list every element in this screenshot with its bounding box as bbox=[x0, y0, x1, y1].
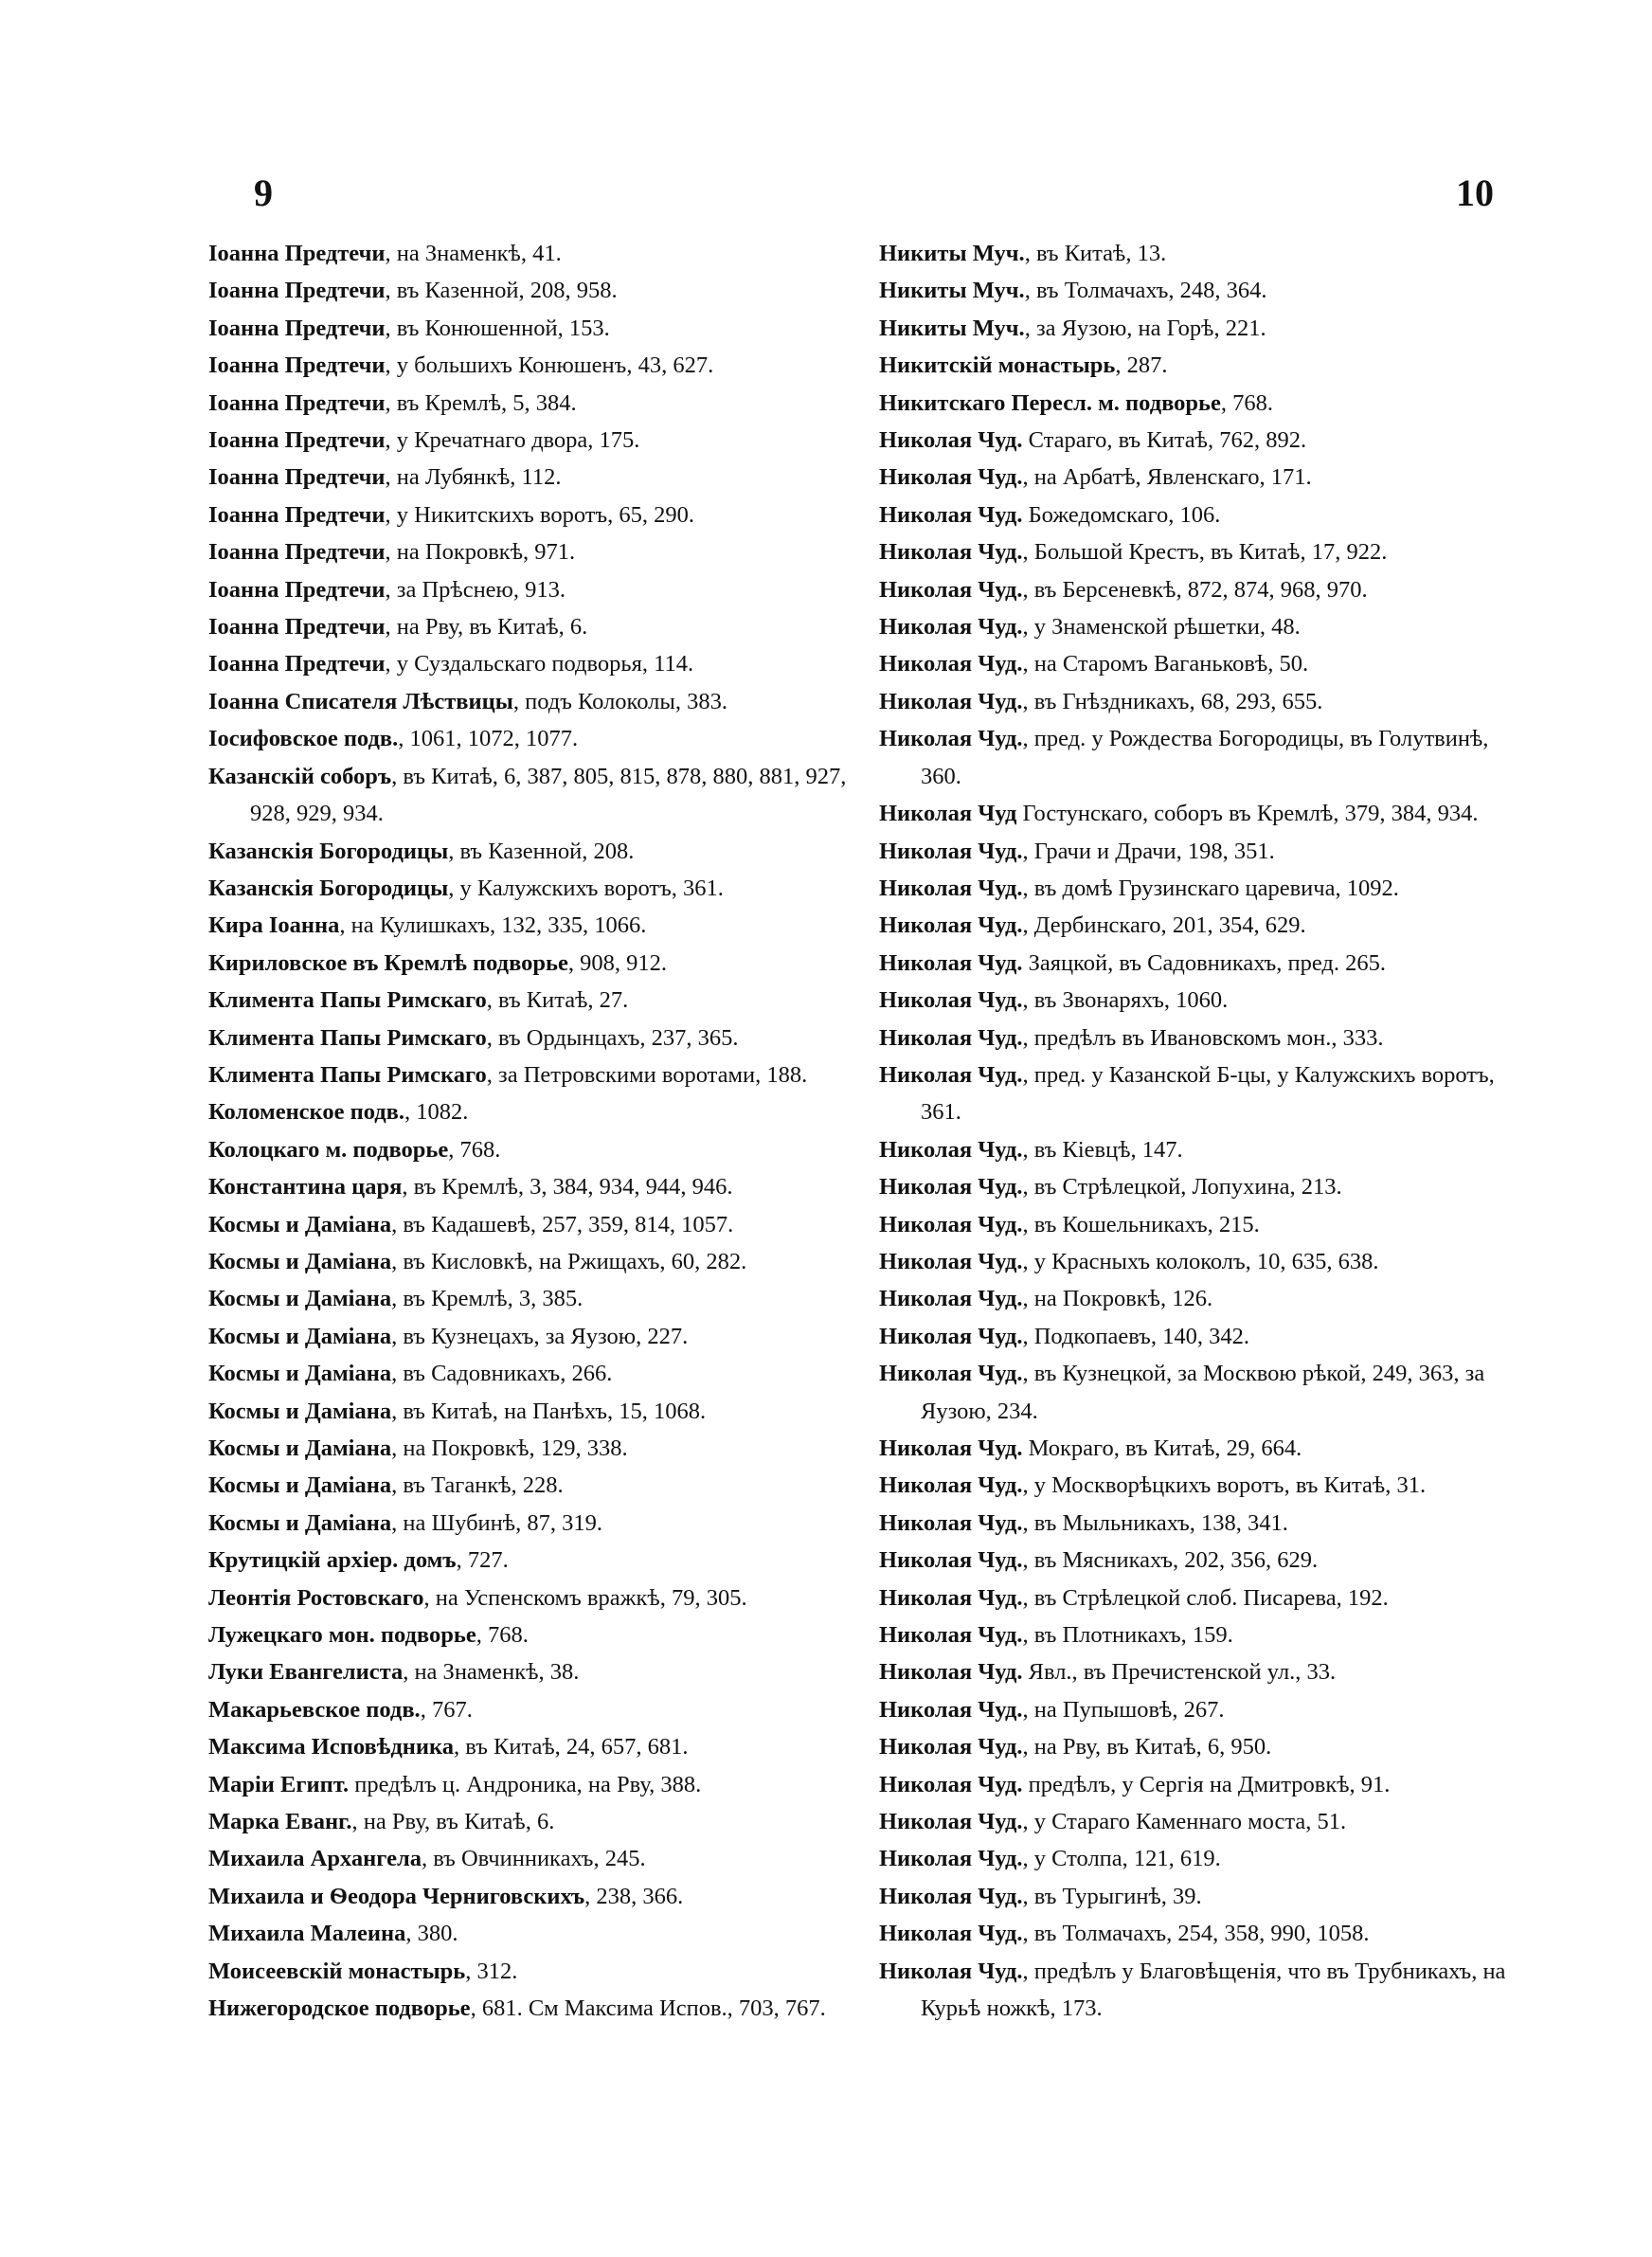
entry-references: , въ Китаѣ, 24, 657, 681. bbox=[454, 1734, 689, 1760]
entry-references: , 768. bbox=[448, 1136, 501, 1163]
entry-heading: Николая Чуд. bbox=[879, 838, 1023, 864]
entry-heading: Іоанна Предтечи bbox=[208, 651, 386, 677]
entry-heading: Космы и Даміана bbox=[208, 1472, 392, 1499]
index-entry bbox=[879, 1505, 1523, 1542]
entry-references: , въ Китаѣ, 27. bbox=[486, 987, 629, 1014]
entry-references: , на Рву, въ Китаѣ, 6. bbox=[351, 1809, 555, 1835]
entry-heading: Николая Чуд. bbox=[879, 1248, 1023, 1274]
entry-heading: Іоанна Предтечи bbox=[208, 427, 386, 454]
index-entry bbox=[879, 1542, 1523, 1579]
index-entry bbox=[208, 385, 862, 422]
entry-references: , 768. bbox=[1220, 389, 1273, 416]
index-entry bbox=[208, 235, 862, 272]
index-entry bbox=[879, 571, 1523, 608]
entry-references: , въ Гнѣздникахъ, 68, 293, 655. bbox=[1022, 688, 1323, 714]
entry-references: , въ Кіевцѣ, 147. bbox=[1022, 1136, 1183, 1163]
entry-references: , на Успенскомъ вражкѣ, 79, 305. bbox=[423, 1584, 747, 1611]
entry-heading: Колоцкаго м. подворье bbox=[208, 1136, 449, 1163]
entry-heading: Николая Чуд. bbox=[879, 875, 1023, 901]
entry-references: , за Яузою, на Горѣ, 221. bbox=[1024, 315, 1266, 341]
entry-references: , на Старомъ Ваганьковѣ, 50. bbox=[1022, 651, 1309, 677]
index-entry bbox=[208, 1990, 862, 2027]
entry-heading: Николая Чуд. bbox=[879, 1211, 1023, 1237]
index-entry bbox=[208, 1653, 862, 1690]
entry-heading: Марка Еванг. bbox=[208, 1809, 352, 1835]
entry-references: , 238, 366. bbox=[584, 1883, 684, 1909]
entry-heading: Космы и Даміана bbox=[208, 1398, 392, 1424]
entry-heading: Николая Чуд. bbox=[879, 1696, 1023, 1723]
entry-references: , подъ Колоколы, 383. bbox=[512, 688, 727, 714]
index-entry bbox=[208, 533, 862, 570]
entry-references: , 1082. bbox=[404, 1099, 469, 1126]
entry-heading: Никиты Муч. bbox=[879, 315, 1025, 341]
entry-heading: Космы и Даміана bbox=[208, 1323, 392, 1349]
entry-references: , Грачи и Драчи, 198, 351. bbox=[1022, 838, 1275, 864]
entry-references: , въ Стрѣлецкой, Лопухина, 213. bbox=[1022, 1174, 1342, 1201]
index-entry bbox=[879, 385, 1523, 422]
entry-references: , за Петровскими воротами, 188. bbox=[486, 1061, 808, 1088]
entry-heading: Маріи Египт. bbox=[208, 1771, 350, 1797]
entry-heading: Николая Чуд. bbox=[879, 688, 1023, 714]
entry-references: , въ Таганкѣ, 228. bbox=[391, 1472, 564, 1499]
entry-references: , у Никитскихъ воротъ, 65, 290. bbox=[385, 501, 695, 528]
entry-references: , на Рву, въ Китаѣ, 6. bbox=[385, 614, 588, 641]
index-entry bbox=[879, 1467, 1523, 1504]
entry-references: , въ Толмачахъ, 254, 358, 990, 1058. bbox=[1022, 1921, 1370, 1947]
index-entry bbox=[208, 758, 862, 833]
entry-references: , на Покровкѣ, 126. bbox=[1022, 1286, 1213, 1312]
index-entry bbox=[208, 1505, 862, 1542]
index-entry bbox=[208, 1243, 862, 1280]
index-entry bbox=[208, 1580, 862, 1616]
entry-references: , 681. См Максима Испов., 703, 767. bbox=[470, 1995, 826, 2022]
entry-heading: Космы и Даміана bbox=[208, 1211, 392, 1237]
entry-references: , на Арбатѣ, Явленскаго, 171. bbox=[1022, 464, 1312, 491]
index-entry bbox=[879, 1616, 1523, 1653]
entry-references: , 1061, 1072, 1077. bbox=[398, 726, 579, 752]
index-entry bbox=[208, 720, 862, 757]
entry-heading: Космы и Даміана bbox=[208, 1248, 392, 1274]
entry-references: , въ Мясникахъ, 202, 356, 629. bbox=[1022, 1547, 1319, 1574]
index-entry bbox=[208, 1206, 862, 1243]
entry-references: , на Лубянкѣ, 112. bbox=[385, 464, 562, 491]
entry-references: , въ Берсеневкѣ, 872, 874, 968, 970. bbox=[1022, 576, 1368, 603]
entry-heading: Космы и Даміана bbox=[208, 1435, 392, 1461]
entry-references: , 767. bbox=[420, 1696, 473, 1723]
index-entry bbox=[879, 1840, 1523, 1877]
index-entry bbox=[208, 1840, 862, 1877]
entry-heading: Николая Чуд. bbox=[879, 1136, 1023, 1163]
entry-references: , въ Кузнецахъ, за Яузою, 227. bbox=[391, 1323, 689, 1349]
index-entry bbox=[208, 1691, 862, 1728]
entry-heading: Космы и Даміана bbox=[208, 1361, 392, 1387]
entry-heading: Николая Чуд bbox=[879, 801, 1017, 827]
entry-heading: Николая Чуд. bbox=[879, 539, 1023, 566]
entry-heading: Іоанна Предтечи bbox=[208, 464, 386, 491]
index-entry bbox=[208, 683, 862, 720]
entry-references: , въ Казенной, 208. bbox=[448, 838, 635, 864]
index-entry bbox=[879, 1580, 1523, 1616]
index-entry bbox=[208, 272, 862, 309]
entry-heading: Коломенское подв. bbox=[208, 1099, 405, 1126]
entry-references: , у Суздальскаго подворья, 114. bbox=[385, 651, 694, 677]
entry-references: , у Калужскихъ воротъ, 361. bbox=[448, 875, 724, 901]
entry-heading: Николая Чуд. bbox=[879, 1734, 1023, 1760]
entry-heading: Іоанна Предтечи bbox=[208, 539, 386, 566]
entry-references: , въ Кремлѣ, 3, 385. bbox=[391, 1286, 584, 1312]
entry-heading: Николая Чуд. bbox=[879, 1622, 1023, 1649]
index-entry bbox=[879, 347, 1523, 384]
entry-references: , въ Кошельникахъ, 215. bbox=[1022, 1211, 1260, 1237]
index-entry bbox=[879, 459, 1523, 496]
index-entry bbox=[879, 645, 1523, 682]
entry-heading: Михаила и Ѳеодора Черниговскихъ bbox=[208, 1883, 585, 1909]
entry-heading: Николая Чуд. bbox=[879, 1921, 1023, 1947]
index-entry bbox=[208, 1953, 862, 1990]
entry-heading: Никитскаго Пересл. м. подворье bbox=[879, 389, 1221, 416]
entry-references: , пред. у Казанской Б-цы, у Калужскихъ воротъ, 361. bbox=[921, 1061, 1495, 1126]
index-entry bbox=[879, 1430, 1523, 1467]
entry-heading: Николая Чуд. bbox=[879, 427, 1023, 454]
index-entry bbox=[879, 1243, 1523, 1280]
entry-heading: Кира Іоанна bbox=[208, 912, 340, 939]
index-entry bbox=[208, 459, 862, 496]
entry-references: , у Кречатнаго двора, 175. bbox=[385, 427, 640, 454]
entry-heading: Леонтія Ростовскаго bbox=[208, 1584, 424, 1611]
entry-references: , за Прѣснею, 913. bbox=[385, 576, 566, 603]
entry-heading: Іоанна Списателя Лѣствицы bbox=[208, 688, 513, 714]
left-page-number: 9 bbox=[254, 172, 273, 214]
index-entry bbox=[879, 1355, 1523, 1430]
entry-references: Божедомскаго, 106. bbox=[1022, 501, 1221, 528]
entry-heading: Николая Чуд. bbox=[879, 1958, 1023, 1984]
entry-heading: Іоанна Предтечи bbox=[208, 614, 386, 641]
index-entry bbox=[879, 907, 1523, 944]
entry-references: , на Шубинѣ, 87, 319. bbox=[391, 1509, 602, 1536]
index-entry bbox=[879, 1766, 1523, 1803]
entry-references: предѣлъ, у Сергія на Дмитровкѣ, 91. bbox=[1022, 1771, 1391, 1797]
entry-heading: Климента Папы Римскаго bbox=[208, 1024, 487, 1051]
index-entry bbox=[208, 1318, 862, 1355]
entry-heading: Іоанна Предтечи bbox=[208, 576, 386, 603]
entry-heading: Казанскія Богородицы bbox=[208, 875, 449, 901]
entry-references: , въ Звонаряхъ, 1060. bbox=[1022, 987, 1229, 1014]
entry-heading: Николая Чуд. bbox=[879, 1472, 1023, 1499]
index-entry bbox=[208, 1393, 862, 1430]
entry-references: , въ Китаѣ, на Панѣхъ, 15, 1068. bbox=[391, 1398, 707, 1424]
entry-references: , на Знаменкѣ, 41. bbox=[385, 241, 562, 266]
entry-heading: Кириловское въ Кремлѣ подворье bbox=[208, 949, 568, 976]
entry-references: , въ Кузнецкой, за Москвою рѣкой, 249, 363, за Яузою, 234. bbox=[921, 1361, 1485, 1424]
entry-heading: Николая Чуд. bbox=[879, 1286, 1023, 1312]
entry-references: , въ Кремлѣ, 5, 384. bbox=[385, 389, 577, 416]
entry-heading: Николая Чуд. bbox=[879, 1361, 1023, 1387]
index-entry bbox=[208, 1728, 862, 1765]
entry-references: Заяцкой, въ Садовникахъ, пред. 265. bbox=[1022, 949, 1387, 976]
entry-references: , въ Овчинникахъ, 245. bbox=[421, 1846, 646, 1872]
index-entry bbox=[879, 1953, 1523, 2028]
index-entry bbox=[879, 1878, 1523, 1915]
entry-heading: Николая Чуд. bbox=[879, 1584, 1023, 1611]
entry-heading: Николая Чуд. bbox=[879, 1547, 1023, 1574]
entry-references: , у Знаменской рѣшетки, 48. bbox=[1022, 614, 1301, 641]
entry-heading: Никиты Муч. bbox=[879, 241, 1025, 266]
index-entry bbox=[879, 795, 1523, 832]
entry-references: , въ Кремлѣ, 3, 384, 934, 944, 946. bbox=[402, 1174, 733, 1201]
index-entry bbox=[208, 870, 862, 907]
entry-heading: Николая Чуд. bbox=[879, 464, 1023, 491]
entry-references: , въ Казенной, 208, 958. bbox=[385, 278, 618, 304]
index-entry bbox=[879, 683, 1523, 720]
entry-references: , въ домѣ Грузинскаго царевича, 1092. bbox=[1022, 875, 1399, 901]
entry-heading: Николая Чуд. bbox=[879, 651, 1023, 677]
entry-heading: Климента Папы Римскаго bbox=[208, 1061, 487, 1088]
entry-heading: Михаила Малеина bbox=[208, 1921, 406, 1947]
index-entry bbox=[879, 1020, 1523, 1056]
entry-references: Гостунскаго, соборъ въ Кремлѣ, 379, 384, 934. bbox=[1016, 801, 1479, 827]
index-entry bbox=[208, 1766, 862, 1803]
index-entry bbox=[879, 720, 1523, 795]
index-entry bbox=[208, 1878, 862, 1915]
entry-references: , въ Турыгинѣ, 39. bbox=[1022, 1883, 1202, 1909]
index-entry bbox=[208, 608, 862, 645]
entry-references: , предѣлъ у Благовѣщенія, что въ Трубникахъ, на Курьѣ ножкѣ, 173. bbox=[921, 1958, 1506, 2022]
entry-heading: Іоанна Предтечи bbox=[208, 501, 386, 528]
index-entry bbox=[879, 1280, 1523, 1317]
entry-references: , 727. bbox=[456, 1547, 509, 1574]
entry-references: предѣлъ ц. Андроника, на Рву, 388. bbox=[349, 1771, 702, 1797]
entry-references: , предѣлъ въ Ивановскомъ мон., 333. bbox=[1022, 1024, 1384, 1051]
entry-heading: Николая Чуд. bbox=[879, 1846, 1023, 1872]
entry-references: , на Знаменкѣ, 38. bbox=[403, 1659, 580, 1686]
index-entry bbox=[879, 1168, 1523, 1205]
entry-heading: Никиты Муч. bbox=[879, 278, 1025, 304]
entry-references: , въ Конюшенной, 153. bbox=[385, 315, 610, 341]
index-entry bbox=[879, 1915, 1523, 1952]
entry-heading: Николая Чуд. bbox=[879, 501, 1023, 528]
entry-heading: Николая Чуд. bbox=[879, 1323, 1023, 1349]
entry-references: , 380. bbox=[405, 1921, 458, 1947]
index-entry bbox=[879, 272, 1523, 309]
index-entry bbox=[879, 1131, 1523, 1168]
index-entry bbox=[208, 1616, 862, 1653]
entry-references: , въ Кисловкѣ, на Ржищахъ, 60, 282. bbox=[391, 1248, 747, 1274]
index-entry bbox=[208, 1056, 862, 1093]
entry-references: Стараго, въ Китаѣ, 762, 892. bbox=[1022, 427, 1307, 454]
index-entry bbox=[879, 1691, 1523, 1728]
index-entry bbox=[208, 310, 862, 347]
entry-references: , Подкопаевъ, 140, 342. bbox=[1022, 1323, 1249, 1349]
entry-heading: Луки Евангелиста bbox=[208, 1659, 404, 1686]
entry-heading: Николая Чуд. bbox=[879, 912, 1023, 939]
entry-heading: Николая Чуд. bbox=[879, 1659, 1023, 1686]
entry-heading: Іоанна Предтечи bbox=[208, 241, 386, 266]
right-page-number: 10 bbox=[1456, 172, 1494, 214]
index-entry bbox=[208, 1915, 862, 1952]
index-entry bbox=[879, 945, 1523, 982]
entry-heading: Николая Чуд. bbox=[879, 726, 1023, 752]
index-entry bbox=[208, 347, 862, 384]
index-entry bbox=[879, 608, 1523, 645]
left-index-column bbox=[208, 235, 862, 2028]
index-entry bbox=[208, 1131, 862, 1168]
entry-heading: Николая Чуд. bbox=[879, 949, 1023, 976]
index-entry bbox=[879, 1728, 1523, 1765]
entry-heading: Николая Чуд. bbox=[879, 1061, 1023, 1088]
index-entry bbox=[208, 1803, 862, 1840]
index-entry bbox=[208, 645, 862, 682]
entry-heading: Никитскій монастырь bbox=[879, 352, 1116, 379]
entry-references: , въ Мыльникахъ, 138, 341. bbox=[1022, 1509, 1288, 1536]
entry-heading: Николая Чуд. bbox=[879, 1771, 1023, 1797]
entry-references: Явл., въ Пречистенской ул., 33. bbox=[1022, 1659, 1337, 1686]
index-entry bbox=[879, 870, 1523, 907]
entry-heading: Николая Чуд. bbox=[879, 1809, 1023, 1835]
entry-heading: Іосифовское подв. bbox=[208, 726, 399, 752]
entry-references: , на Покровкѣ, 129, 338. bbox=[391, 1435, 628, 1461]
entry-heading: Николая Чуд. bbox=[879, 987, 1023, 1014]
entry-references: , 287. bbox=[1115, 352, 1168, 379]
entry-heading: Іоанна Предтечи bbox=[208, 352, 386, 379]
entry-references: , въ Толмачахъ, 248, 364. bbox=[1024, 278, 1267, 304]
entry-heading: Николая Чуд. bbox=[879, 1883, 1023, 1909]
index-entry bbox=[208, 1467, 862, 1504]
entry-heading: Николая Чуд. bbox=[879, 1509, 1023, 1536]
entry-references: , пред. у Рождества Богородицы, въ Голутвинѣ, 360. bbox=[921, 726, 1489, 789]
entry-references: , у Столпа, 121, 619. bbox=[1022, 1846, 1221, 1872]
entry-heading: Казанскія Богородицы bbox=[208, 838, 449, 864]
entry-references: , 908, 912. bbox=[567, 949, 667, 976]
index-entry bbox=[879, 1206, 1523, 1243]
entry-heading: Іоанна Предтечи bbox=[208, 389, 386, 416]
entry-heading: Николая Чуд. bbox=[879, 614, 1023, 641]
entry-heading: Космы и Даміана bbox=[208, 1286, 392, 1312]
entry-references: , у Москворѣцкихъ воротъ, въ Китаѣ, 31. bbox=[1022, 1472, 1427, 1499]
index-entry bbox=[208, 945, 862, 982]
entry-references: , 768. bbox=[476, 1622, 529, 1649]
index-entry bbox=[879, 533, 1523, 570]
entry-references: , на Рву, въ Китаѣ, 6, 950. bbox=[1022, 1734, 1272, 1760]
index-entry bbox=[879, 310, 1523, 347]
index-entry bbox=[208, 571, 862, 608]
entry-heading: Николая Чуд. bbox=[879, 1435, 1023, 1461]
entry-references: , въ Китаѣ, 13. bbox=[1024, 241, 1167, 266]
entry-heading: Іоанна Предтечи bbox=[208, 315, 386, 341]
index-entry bbox=[208, 497, 862, 533]
entry-references: Мокраго, въ Китаѣ, 29, 664. bbox=[1022, 1435, 1302, 1461]
index-entry bbox=[208, 422, 862, 459]
entry-references: , въ Ордынцахъ, 237, 365. bbox=[486, 1024, 739, 1051]
entry-references: , Дербинскаго, 201, 354, 629. bbox=[1022, 912, 1306, 939]
index-entry bbox=[879, 1653, 1523, 1690]
entry-heading: Константина царя bbox=[208, 1174, 403, 1201]
entry-heading: Іоанна Предтечи bbox=[208, 278, 386, 304]
index-entry bbox=[879, 1318, 1523, 1355]
index-entry bbox=[208, 907, 862, 944]
entry-references: , у Стараго Каменнаго моста, 51. bbox=[1022, 1809, 1347, 1835]
entry-heading: Максима Исповѣдника bbox=[208, 1734, 455, 1760]
index-entry bbox=[208, 1542, 862, 1579]
entry-references: , на Покровкѣ, 971. bbox=[385, 539, 576, 566]
right-index-column bbox=[879, 235, 1523, 2028]
index-entry bbox=[879, 235, 1523, 272]
entry-heading: Михаила Архангела bbox=[208, 1846, 422, 1872]
index-entry bbox=[208, 833, 862, 870]
entry-references: , на Пупышовѣ, 267. bbox=[1022, 1696, 1225, 1723]
index-entry bbox=[879, 497, 1523, 533]
entry-heading: Крутицкій архіер. домъ bbox=[208, 1547, 457, 1574]
entry-references: , въ Садовникахъ, 266. bbox=[391, 1361, 613, 1387]
index-entry bbox=[879, 833, 1523, 870]
entry-heading: Моисеевскій монастырь bbox=[208, 1958, 466, 1984]
index-entry bbox=[208, 1020, 862, 1056]
entry-references: , въ Китаѣ, 6, 387, 805, 815, 878, 880, 881, 927, 928, 929, 934. bbox=[250, 763, 847, 827]
index-entry bbox=[879, 1803, 1523, 1840]
entry-references: , въ Стрѣлецкой слоб. Писарева, 192. bbox=[1022, 1584, 1389, 1611]
entry-heading: Макарьевское подв. bbox=[208, 1696, 421, 1723]
entry-heading: Николая Чуд. bbox=[879, 1024, 1023, 1051]
entry-heading: Климента Папы Римскаго bbox=[208, 987, 487, 1014]
index-entry bbox=[879, 1056, 1523, 1131]
entry-heading: Лужецкаго мон. подворье bbox=[208, 1622, 476, 1649]
entry-references: , на Кулишкахъ, 132, 335, 1066. bbox=[339, 912, 647, 939]
entry-references: , Большой Крестъ, въ Китаѣ, 17, 922. bbox=[1022, 539, 1388, 566]
entry-references: , въ Плотникахъ, 159. bbox=[1022, 1622, 1233, 1649]
index-entry bbox=[208, 1280, 862, 1317]
index-entry bbox=[208, 1430, 862, 1467]
entry-references: , въ Кадашевѣ, 257, 359, 814, 1057. bbox=[391, 1211, 734, 1237]
entry-heading: Казанскій соборъ bbox=[208, 763, 392, 789]
entry-heading: Нижегородское подворье bbox=[208, 1995, 471, 2022]
entry-references: , у Красныхъ колоколъ, 10, 635, 638. bbox=[1022, 1248, 1379, 1274]
index-entry bbox=[208, 1093, 862, 1130]
index-entry bbox=[208, 1355, 862, 1392]
entry-references: , у большихъ Конюшенъ, 43, 627. bbox=[385, 352, 714, 379]
entry-heading: Николая Чуд. bbox=[879, 1174, 1023, 1201]
entry-heading: Космы и Даміана bbox=[208, 1509, 392, 1536]
index-entry bbox=[879, 422, 1523, 459]
entry-references: , 312. bbox=[465, 1958, 518, 1984]
index-entry bbox=[208, 1168, 862, 1205]
index-entry bbox=[208, 982, 862, 1019]
entry-heading: Николая Чуд. bbox=[879, 576, 1023, 603]
index-entry bbox=[879, 982, 1523, 1019]
